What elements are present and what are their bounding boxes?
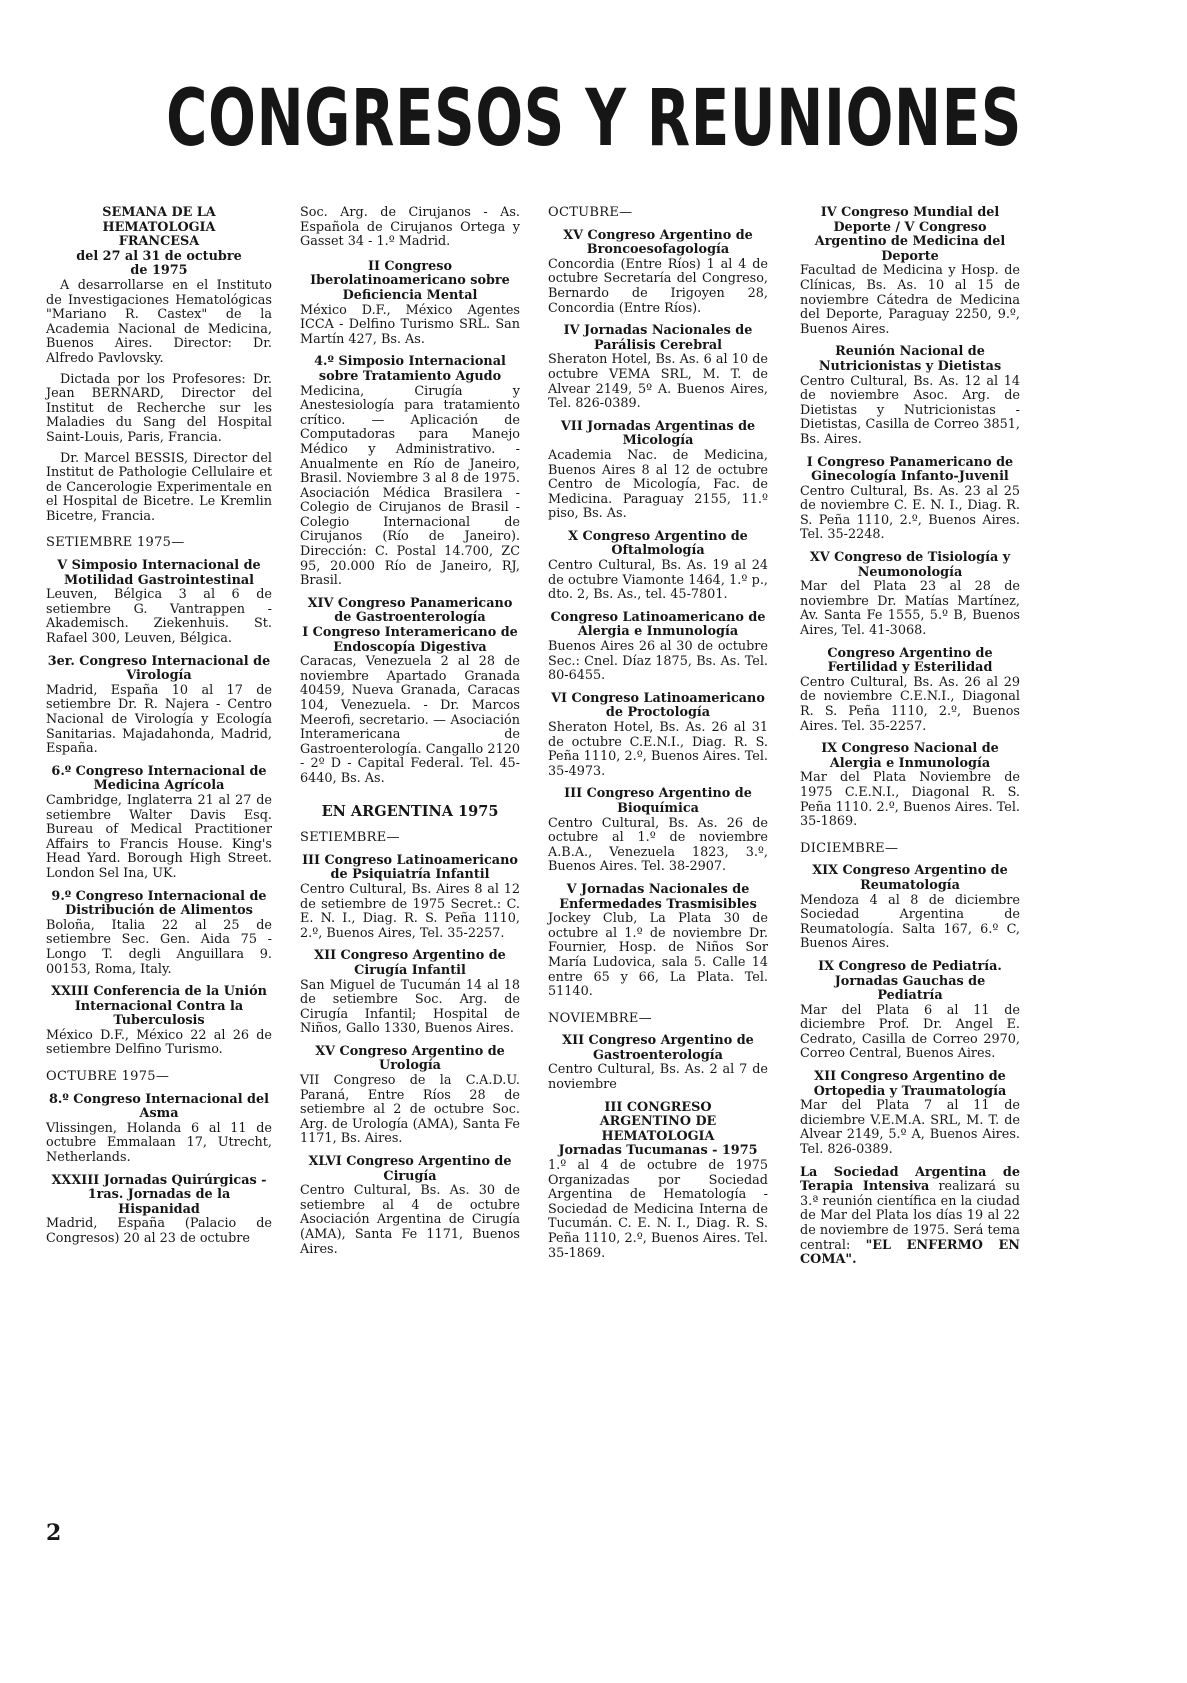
section-title-argentina: EN ARGENTINA 1975 [321,802,499,820]
entry-heading: I Congreso Panamericano de Ginecología Infanto-Juvenil [806,454,1014,485]
entry [800,864,1020,952]
entry-body: Mar del Plata 7 al 11 de diciembre V.E.M.A. SRL, M. T. de Alvear 2149, 5.º A, Buenos Aires. Tel. 826-0389. [800,1098,1020,1158]
entry-heading: IX Congreso de Pediatría. Jornadas Gauchas de Pediatría [818,958,1002,1004]
entry-body-theme: Será tema central: [800,1223,1020,1253]
entry [800,456,1020,544]
entry-heading: X Congreso Argentino de Oftalmología [568,528,748,559]
entry-heading: XXXIII Jornadas Quirúrgicas - 1ras. Jornadas de la Hispanidad [51,1172,267,1217]
entry-body: Boloña, Italia 22 al 25 de setiembre Sec. Gen. Aida 75 - Longo T. degli Anguillara 9. 00153, Roma, Italy. [46,917,272,977]
section-heading: OCTUBRE 1975— [46,1069,170,1085]
entry [46,655,272,757]
entry-body: México D.F., México 22 al 26 de setiembre Delfino Turismo. [46,1027,272,1058]
entry-heading: Congreso Argentino de Fertilidad y Esterilidad [827,645,993,676]
column-4 [800,206,1020,1276]
entry-heading: III CONGRESO ARGENTINO DE HEMATOLOGIA [599,1099,717,1144]
entry-heading: VII Jornadas Argentinas de Micología [560,418,756,449]
entry-heading: IV Congreso Mundial del Deporte / V Congreso Argentino de Medicina del Deporte [814,205,1006,264]
entry-heading: 6.º Congreso Internacional de Medicina Agrícola [51,763,267,794]
entry-heading: VI Congreso Latinoamericano de Proctología [551,690,765,721]
entry-body: Sheraton Hotel, Bs. As. 6 al 10 de octubre VEMA SRL, M. T. de Alvear 2149, 5º A. Buenos Aires, Tel. 826-0389. [548,352,768,412]
entry [300,1155,520,1257]
entry-heading: IV Jornadas Nacionales de Parálisis Cerebral [563,323,753,353]
entry-body: realizará su 3.ª reunión científica en la ciudad de Mar del Plata los días 19 al 22 de noviembre de 1975. [800,1179,1020,1238]
entry-body: México D.F., México Agentes ICCA - Delfino Turismo SRL. San Martín 427, Bs. As. [300,302,520,347]
entry-heading: SEMANA DE LA HEMATOLOGIA FRANCESA [102,205,216,250]
entry [800,647,1020,735]
entry [800,345,1020,447]
entry [46,1174,272,1247]
entry [300,260,520,348]
entry [800,960,1020,1062]
column-3 [548,206,768,1269]
entry [548,1101,768,1262]
entry [46,559,272,647]
entry-date: del 27 al 31 de octubre de 1975 [76,248,242,279]
entry-body: Mar del Plata Noviembre de 1975 C.E.N.I., Diagonal R. S. Peña 1110. 2.º, Buenos Aires. Tel. 35-1869. [800,770,1020,830]
entry [300,949,520,1037]
entry-terapia-intensiva [800,1166,1020,1268]
entry-semana-hematologia [46,206,272,524]
entry-body: 1.º al 4 de octubre de 1975 Organizadas por Sociedad Argentina de Hematología - Sociedad de Medicina Interna de Tucumán. C. E. N. I., Diag. R. S. Peña 1110, 2.º, Buenos Aires. Tel. 35-1869. [548,1158,768,1261]
entry [548,883,768,1000]
continued-text: Soc. Arg. de Cirujanos - As. Española de Cirujanos Ortega y Gasset 34 - 1.º Madrid. [300,205,520,250]
entry-body: Mendoza 4 al 8 de diciembre Sociedad Argentina de Reumatología. Salta 167, 6.º C, Buenos Aires. [800,892,1020,952]
entry-heading: 8.º Congreso Internacional del Asma [49,1091,269,1122]
entry [300,355,520,589]
entry-body: Sheraton Hotel, Bs. As. 26 al 31 de octubre C.E.N.I., Diag. R. S. Peña 1110, 2.º, Buenos Aires. Tel. 35-4973. [548,720,768,779]
entry-heading: XII Congreso Argentino de Cirugía Infantil [314,948,506,978]
entry [46,1093,272,1166]
entry-body: Caracas, Venezuela 2 al 28 de noviembre Apartado Granada 40459, Nueva Granada, Caracas 104, Venezuela. - Dr. Marcos Meerofi, secretario. — Asociación Interamericana de Gastroenterología. Cangallo 2120 - 2º D - Capital Federal. Tel. 45-6440, Bs. As. [300,654,520,786]
entry-heading: V Jornadas Nacionales de Enfermedades Trasmisibles [559,881,757,912]
section-heading: OCTUBRE— [548,205,633,220]
entry [548,530,768,603]
entry-heading: V Simposio Internacional de Motilidad Gastrointestinal [57,558,261,588]
entry-body: Centro Cultural, Bs. As. 2 al 7 de noviembre [548,1062,768,1093]
entry-body: Madrid, España 10 al 17 de setiembre Dr. R. Najera - Centro Nacional de Virología y Ecología Sanitarias. Majadahonda, Madrid, España. [46,682,272,757]
entry-heading: XII Congreso Argentino de Ortopedia y Traumatología [813,1069,1007,1099]
entry-body: Mar del Plata 23 al 28 de noviembre Dr. Matías Martínez, Av. Santa Fe 1555, 5.º B, Buenos Aires, Tel. 41-3068. [800,579,1020,639]
entry-paragraph: Dr. Marcel BESSIS, Director del Institut de Pathologie Cellulaire et de Cancerologie Experimentale en el Hospital de Bicetre. Le Kremlin Bicetre, Francia. [46,450,272,524]
entry-heading: 4.º Simposio Internacional sobre Tratamiento Agudo [314,354,506,384]
entry [548,229,768,317]
column-2 [300,206,520,1265]
entry-body: Mar del Plata 6 al 11 de diciembre Prof. Dr. Angel E. Cedrato, Casilla de Correo 2970, Correo Central, Buenos Aires. [800,1002,1020,1062]
section-heading: DICIEMBRE— [800,840,899,856]
entry-body: Centro Cultural, Bs. As. 26 al 29 de noviembre C.E.N.I., Diagonal R. S. Peña 1110, 2.º, Buenos Aires. Tel. 35-2257. [800,674,1020,734]
entry-heading: III Congreso Argentino de Bioquímica [564,786,752,816]
entry-paragraph: Dictada por los Profesores: Dr. Jean BERNARD, Director del Institut de Recherche sur les Maladies du Sang del Hospital Saint-Louis, Paris, Francia. [46,371,272,445]
entry-heading: XIV Congreso Panamericano de Gastroenterología [307,595,513,626]
entry-body: San Miguel de Tucumán 14 al 18 de setiembre Soc. Arg. de Cirugía Infantil; Hospital de Niños, Gallo 1330, Buenos Aires. [300,977,520,1037]
entry [300,854,520,942]
entry-heading: XXIII Conferencia de la Unión Internacional Contra la Tuberculosis [51,984,267,1029]
entry-heading: 9.º Congreso Internacional de Distribución de Alimentos [51,888,267,919]
page-number: 2 [46,1520,62,1546]
entry-body: Centro Cultural, Bs. As. 30 de setiembre al 4 de octubre Asociación Argentina de Cirugía (AMA), Santa Fe 1171, Buenos Aires. [300,1183,520,1257]
entry [800,551,1020,639]
entry-body: Centro Cultural, Bs. As. 23 al 25 de noviembre C. E. N. I., Diag. R. S. Peña 1110, 2.º, Buenos Aires. Tel. 35-2248. [800,483,1020,543]
entry [46,985,272,1058]
entry [548,787,768,875]
entry-heading: XIX Congreso Argentino de Reumatología [812,863,1008,893]
entry-paragraph: A desarrollarse en el Instituto de Investigaciones Hematológicas "Mariano R. Castex" de la Academia Nacional de Medicina, Buenos Aires. Director: Dr. Alfredo Pavlovsky. [46,277,272,366]
entry-body: Medicina, Cirugía y Anestesiología para tratamiento crítico. — Aplicación de Computadoras para Manejo Médico y Administrativo. - Anualmente en Río de Janeiro, Brasil. Noviembre 3 al 8 de 1975. Asociación Médica Brasilera - Colegio de Cirujanos de Brasil - Colegio Internacional de Cirujanos (Río de Janeiro). Dirección: C. Postal 14.700, ZC 95, 20.000 Río de Janeiro, RJ, Brasil. [300,383,520,589]
entry [548,420,768,522]
entry [800,742,1020,830]
entry-body: Concordia (Entre Ríos) 1 al 4 de octubre Secretaría del Congreso, Bernardo de Irigoyen 28, Concordia (Entre Ríos). [548,256,768,316]
entry-body: Cambridge, Inglaterra 21 al 27 de setiembre Walter Davis Esq. Bureau of Medical Practitioner Affairs to Francis House. King's Head Yard. Borough High Street. London Sel Ina, UK. [46,792,272,881]
entry-body: Buenos Aires 26 al 30 de octubre Sec.: Cnel. Díaz 1875, Bs. As. Tel. 80-6455. [548,639,768,684]
entry [46,890,272,978]
entry-heading: 3er. Congreso Internacional de Virología [47,653,271,684]
section-heading: NOVIEMBRE— [548,1010,652,1026]
entry [548,1034,768,1092]
entry-heading: XII Congreso Argentino de Gastroenterología [562,1033,754,1063]
entry-subheading: Jornadas Tucumanas - 1975 [558,1143,758,1159]
entry-heading: IX Congreso Nacional de Alergia e Inmunología [821,741,999,771]
page-title: CONGRESOS Y REUNIONES [166,74,1023,164]
entry-body: Vlissingen, Holanda 6 al 11 de octubre Emmalaan 17, Utrecht, Netherlands. [46,1120,272,1166]
entry-theme: "EL ENFERMO EN COMA". [800,1237,1020,1268]
entry-heading: XV Congreso Argentino de Urología [315,1043,505,1074]
entry-body: Madrid, España (Palacio de Congresos) 20 al 23 de octubre [46,1216,272,1246]
entry-heading: La Sociedad Argentina de Terapia Intensiva [800,1164,1020,1195]
entry-body: Leuven, Bélgica 3 al 6 de setiembre G. Vantrappen - Akademisch. Ziekenhuis. St. Rafael 300, Leuven, Bélgica. [46,587,272,647]
section-heading: SETIEMBRE 1975— [46,535,185,551]
entry-body: Academia Nac. de Medicina, Buenos Aires 8 al 12 de octubre Centro de Micología, Fac. de Medicina. Paraguay 2155, 11.º piso, Bs. As. [548,447,768,522]
entry-body: Facultad de Medicina y Hosp. de Clínicas, Bs. As. 10 al 15 de noviembre Cátedra de Medicina del Deporte, Paraguay 2250, 9.º, Buenos Aires. [800,263,1020,337]
entry-body: Centro Cultural, Bs. As. 19 al 24 de octubre Viamonte 1464, 1.º p., dto. 2, Bs. As., tel. 45-7801. [548,558,768,603]
entry-body: VII Congreso de la C.A.D.U. Paraná, Entre Ríos 28 de setiembre al 2 de octubre Soc. Arg. de Urología (AMA), Santa Fe 1171, Bs. Aires. [300,1073,520,1147]
entry [548,324,768,412]
entry [548,611,768,684]
entry-heading: XV Congreso de Tisiología y Neumonología [809,550,1011,580]
entry-heading: XLVI Congreso Argentino de Cirugía [308,1154,512,1184]
entry-subheading: I Congreso Interamericano de Endoscopía Digestiva [302,625,518,655]
entry [300,1045,520,1147]
entry-heading: Congreso Latinoamericano de Alergia e Inmunología [550,609,766,640]
entry-body: Jockey Club, La Plata 30 de octubre al 1.º de noviembre Dr. Fournier, Hosp. de Niños Sor María Ludovica, sala 5. Calle 14 entre 65 y 66, La Plata. Tel. 51140. [548,911,768,1000]
entry [548,692,768,780]
entry-heading: Reunión Nacional de Nutricionistas y Dietistas [818,344,1002,374]
column-1 [46,206,272,1255]
entry-body: Centro Cultural, Bs. As. 12 al 14 de noviembre Asoc. Arg. de Dietistas y Nutricionistas - Dietistas, Casilla de Correo 3851, Bs. Aires. [800,373,1020,447]
entry-body: Centro Cultural, Bs. Aires 8 al 12 de setiembre de 1975 Secret.: C. E. N. I., Diag. R. S. Peña 1110, 2.º, Buenos Aires, Tel. 35-2257. [300,881,520,941]
section-heading: SETIEMBRE— [300,830,400,846]
entry [300,597,520,787]
entry-heading: II Congreso Iberolatinoamericano sobre Deficiencia Mental [310,258,510,303]
entry-heading: XV Congreso Argentino de Broncoesofagología [563,227,753,258]
entry-heading: III Congreso Latinoamericano de Psiquiatría Infantil [302,852,518,883]
entry [800,1070,1020,1158]
entry-body: Centro Cultural, Bs. As. 26 de octubre al 1.º de noviembre A.B.A., Venezuela 1823, 3.º, Buenos Aires. Tel. 38-2907. [548,815,768,875]
entry [46,765,272,882]
entry [800,206,1020,337]
